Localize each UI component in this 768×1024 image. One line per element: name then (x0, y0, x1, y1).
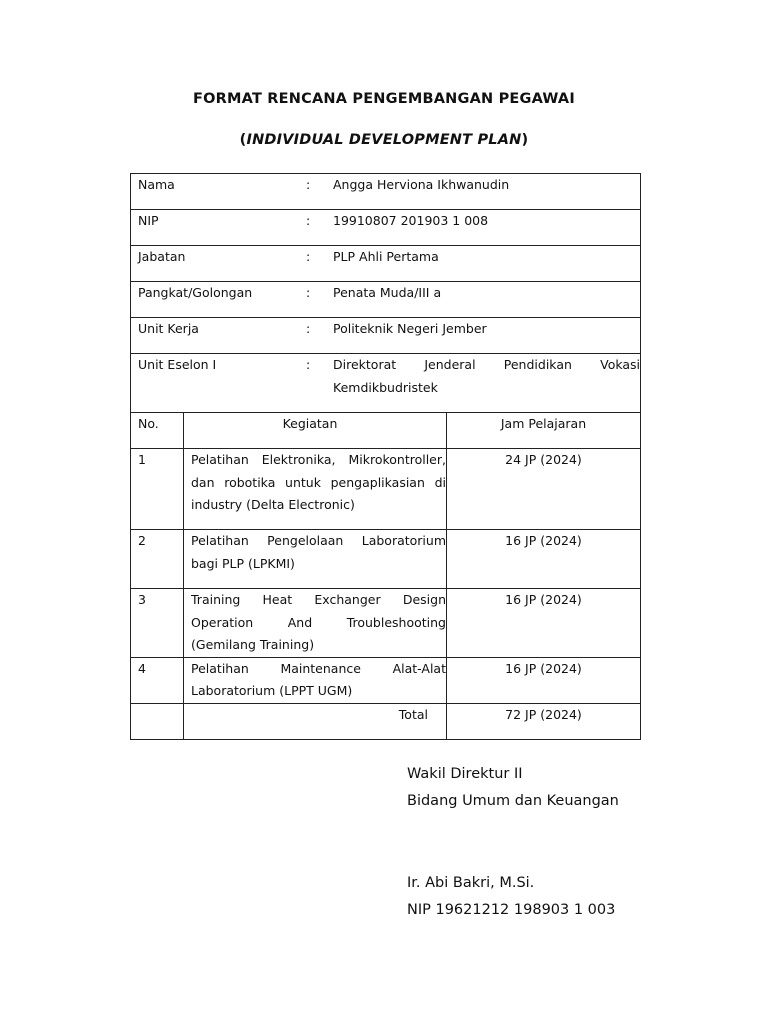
signature-name: Ir. Abi Bakri, M.Si. (407, 875, 535, 891)
info-label: Jabatan (138, 249, 186, 264)
document-subtitle (0, 132, 768, 148)
info-row-unit-eselon (131, 354, 641, 413)
signature-position-line2: Bidang Umum dan Keuangan (407, 793, 619, 809)
info-value (333, 354, 640, 399)
info-colon: : (306, 357, 311, 372)
row-no: 3 (131, 589, 184, 658)
row-hours: 16 JP (2024) (447, 589, 641, 658)
header-activity: Kegiatan (184, 413, 447, 449)
info-value-line2: Kemdikbudristek (333, 379, 438, 395)
total-empty-cell (131, 703, 184, 739)
row-activity: Pelatihan Pengelolaan Laboratorium bagi PLP (LPKMI) (184, 530, 447, 589)
row-no: 4 (131, 657, 184, 703)
info-colon: : (306, 177, 311, 192)
info-value: Politeknik Negeri Jember (333, 321, 487, 336)
info-value: PLP Ahli Pertama (333, 249, 439, 264)
total-label: Total (184, 703, 447, 739)
info-value: 19910807 201903 1 008 (333, 213, 489, 228)
info-row-nip (131, 210, 641, 246)
info-colon: : (306, 249, 311, 264)
info-colon: : (306, 213, 311, 228)
row-activity: Training Heat Exchanger Design Operation And Troubleshooting (Gemilang Training) (184, 589, 447, 658)
row-activity: Pelatihan Maintenance Alat-Alat Laboratorium (LPPT UGM) (184, 657, 447, 703)
info-row-jabatan (131, 246, 641, 282)
activity-header-row (131, 413, 641, 449)
info-colon: : (306, 321, 311, 336)
info-label: NIP (138, 213, 159, 228)
header-no: No. (131, 413, 184, 449)
info-label: Unit Kerja (138, 321, 199, 336)
info-row-nama (131, 174, 641, 210)
development-plan-table (130, 173, 641, 740)
row-no: 2 (131, 530, 184, 589)
signature-position-line1: Wakil Direktur II (407, 766, 523, 782)
info-value-line1: Direktorat Jenderal Pendidikan Vokasi (333, 357, 641, 372)
info-row-unit-kerja (131, 318, 641, 354)
info-row-pangkat (131, 282, 641, 318)
document-title: FORMAT RENCANA PENGEMBANGAN PEGAWAI (193, 91, 575, 107)
info-label: Nama (138, 177, 175, 192)
row-no: 1 (131, 449, 184, 530)
info-value: Angga Herviona Ikhwanudin (333, 177, 510, 192)
total-row (131, 703, 641, 739)
table-row (131, 449, 641, 530)
table-row (131, 530, 641, 589)
info-colon: : (306, 285, 311, 300)
info-label: Pangkat/Golongan (138, 285, 253, 300)
table-row (131, 589, 641, 658)
info-label: Unit Eselon I (138, 357, 217, 372)
row-activity: Pelatihan Elektronika, Mikrokontroller, dan robotika untuk pengaplikasian di industry (Delta Electronic) (184, 449, 447, 530)
table-row (131, 657, 641, 703)
row-hours: 24 JP (2024) (447, 449, 641, 530)
row-hours: 16 JP (2024) (447, 530, 641, 589)
header-hours: Jam Pelajaran (447, 413, 641, 449)
row-hours: 16 JP (2024) (447, 657, 641, 703)
total-hours: 72 JP (2024) (447, 703, 641, 739)
subtitle-close-paren: ) (521, 132, 529, 148)
info-value: Penata Muda/III a (333, 285, 442, 300)
subtitle-italic-text: INDIVIDUAL DEVELOPMENT PLAN (246, 132, 522, 148)
signature-nip: NIP 19621212 198903 1 003 (407, 902, 616, 918)
subtitle-open-paren: ( (239, 132, 247, 148)
